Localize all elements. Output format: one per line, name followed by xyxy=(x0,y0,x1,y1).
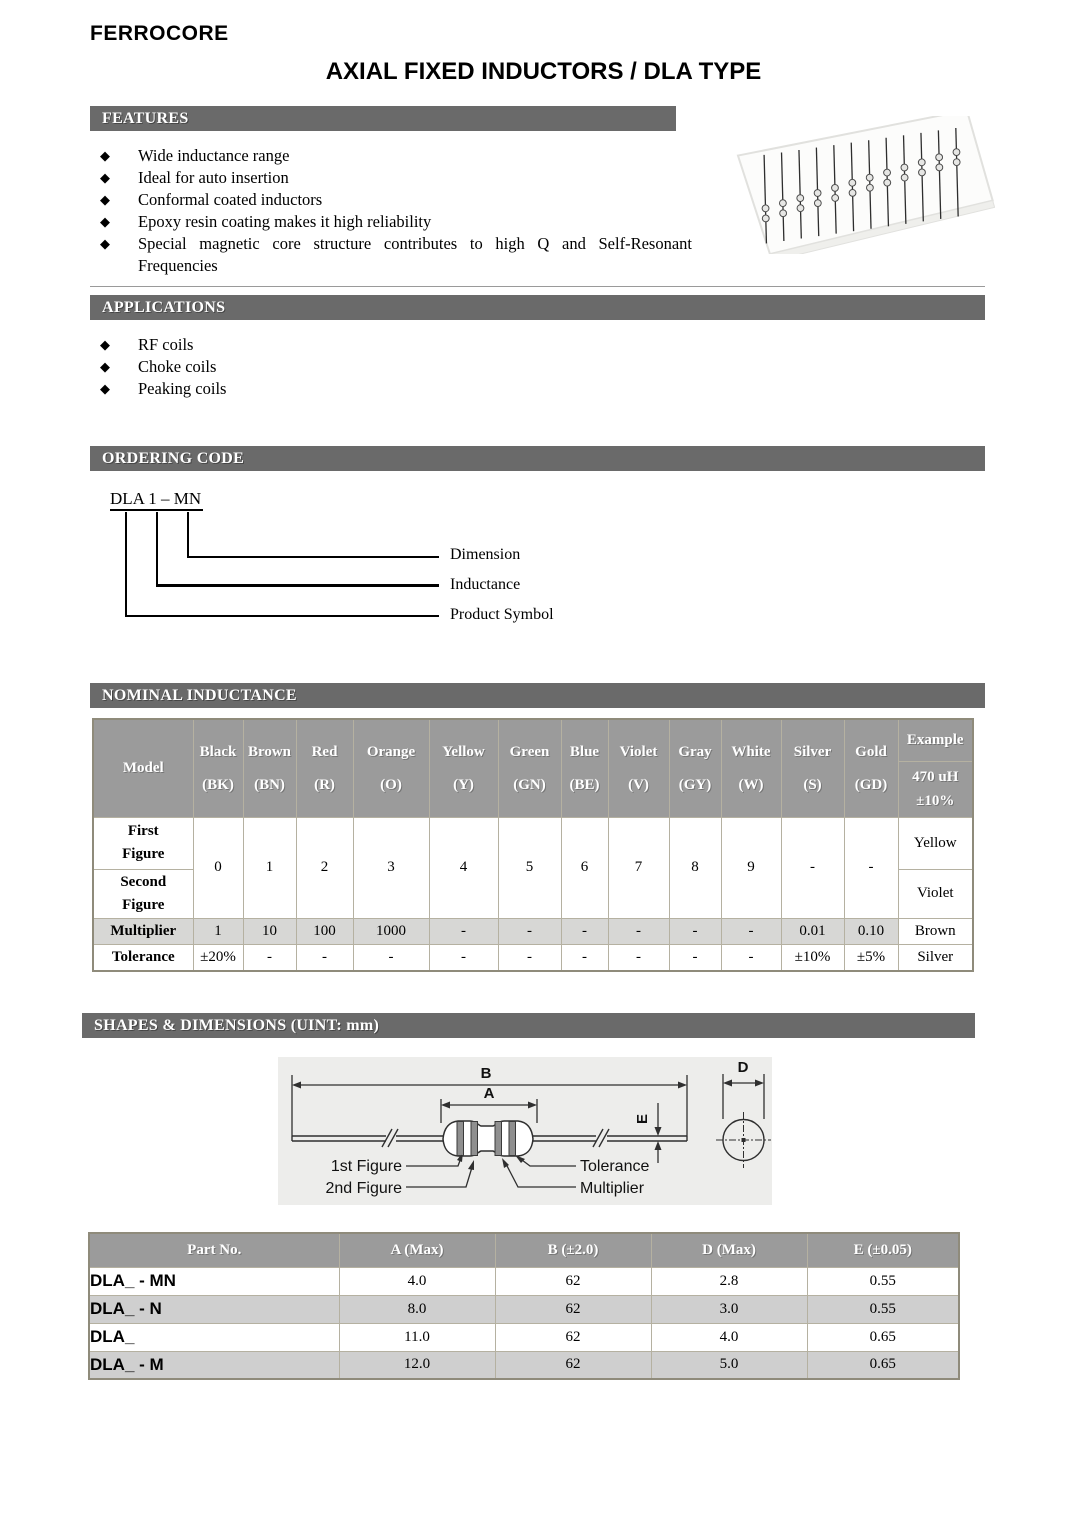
feature-text: Wide inductance range xyxy=(138,146,290,165)
figure-cell: 4 xyxy=(429,817,498,918)
value-a: 11.0 xyxy=(339,1323,495,1351)
application-text: Peaking coils xyxy=(138,379,227,398)
figure-cell: 1 xyxy=(243,817,296,918)
section-header-shapes-dimensions: SHAPES & DIMENSIONS (UINT: mm) xyxy=(82,1013,975,1038)
diamond-bullet-icon: ◆ xyxy=(100,359,110,374)
section-header-nominal-inductance: NOMINAL INDUCTANCE xyxy=(90,683,985,708)
column-header-color: Red (R) xyxy=(296,719,353,817)
feature-text: Ideal for auto insertion xyxy=(138,168,289,187)
section-header-ordering-code: ORDERING CODE xyxy=(90,446,985,471)
multiplier-cell: 10 xyxy=(243,918,296,944)
figure-cell: 7 xyxy=(608,817,669,918)
figure-cell: - xyxy=(844,817,898,918)
diamond-bullet-icon: ◆ xyxy=(100,170,110,185)
tolerance-cell: - xyxy=(561,944,608,971)
value-b: 62 xyxy=(495,1351,651,1379)
list-item xyxy=(98,356,498,378)
list-item xyxy=(98,233,692,277)
column-header-color: Blue (BE) xyxy=(561,719,608,817)
ordering-code-text: DLA 1 – MN xyxy=(110,489,203,509)
figure-cell: 9 xyxy=(721,817,781,918)
part-number: DLA_ xyxy=(89,1323,339,1351)
value-e: 0.65 xyxy=(807,1351,959,1379)
column-header-color: Silver (S) xyxy=(781,719,844,817)
page-title: AXIAL FIXED INDUCTORS / DLA TYPE xyxy=(325,58,762,85)
section-header-features: FEATURES xyxy=(90,106,676,131)
value-a: 4.0 xyxy=(339,1267,495,1295)
dimension-diagram xyxy=(278,1057,772,1205)
tolerance-cell: - xyxy=(296,944,353,971)
part-number: DLA_ - MN xyxy=(89,1267,339,1295)
column-header-color: Gold (GD) xyxy=(844,719,898,817)
diamond-bullet-icon: ◆ xyxy=(100,337,110,352)
value-b: 62 xyxy=(495,1267,651,1295)
list-item xyxy=(98,145,692,167)
applications-list xyxy=(98,334,498,400)
column-header-part-no: Part No. xyxy=(89,1233,339,1267)
band-label-first-figure: 1st Figure xyxy=(330,1158,402,1175)
ordering-label-product-symbol: Product Symbol xyxy=(450,606,554,623)
tolerance-cell: - xyxy=(243,944,296,971)
multiplier-cell: 1 xyxy=(193,918,243,944)
list-item xyxy=(98,167,692,189)
example-value-cell: 470 uH ±10% xyxy=(898,761,973,817)
figure-cell: 2 xyxy=(296,817,353,918)
dim-label-b: B xyxy=(480,1065,492,1082)
multiplier-cell: - xyxy=(429,918,498,944)
section-header-applications: APPLICATIONS xyxy=(90,295,985,320)
diamond-bullet-icon: ◆ xyxy=(100,192,110,207)
application-text: Choke coils xyxy=(138,357,217,376)
tolerance-cell: ±10% xyxy=(781,944,844,971)
tolerance-cell: ±20% xyxy=(193,944,243,971)
dimensions-table xyxy=(88,1232,960,1380)
row-label-first-figure: First Figure xyxy=(93,817,193,869)
value-e: 0.55 xyxy=(807,1295,959,1323)
example-second-figure: Violet xyxy=(898,869,973,918)
value-b: 62 xyxy=(495,1295,651,1323)
figure-cell: 0 xyxy=(193,817,243,918)
column-header-color: Gray (GY) xyxy=(669,719,721,817)
diamond-bullet-icon: ◆ xyxy=(100,381,110,396)
band-label-second-figure: 2nd Figure xyxy=(325,1180,402,1197)
multiplier-cell: - xyxy=(669,918,721,944)
list-item xyxy=(98,211,692,233)
multiplier-cell: 0.01 xyxy=(781,918,844,944)
tolerance-cell: - xyxy=(429,944,498,971)
figure-cell: 3 xyxy=(353,817,429,918)
column-header-d-max: D (Max) xyxy=(651,1233,807,1267)
value-d: 3.0 xyxy=(651,1295,807,1323)
multiplier-cell: 0.10 xyxy=(844,918,898,944)
band-label-multiplier: Multiplier xyxy=(580,1180,645,1197)
connector-line-product-symbol xyxy=(125,512,439,617)
list-item xyxy=(98,334,498,356)
band-label-tolerance: Tolerance xyxy=(580,1158,650,1175)
inductor-tape-graphic xyxy=(736,116,995,254)
diamond-bullet-icon: ◆ xyxy=(100,148,110,163)
multiplier-cell: 100 xyxy=(296,918,353,944)
figure-cell: 5 xyxy=(498,817,561,918)
multiplier-cell: - xyxy=(498,918,561,944)
features-list xyxy=(98,145,692,277)
ordering-label-dimension: Dimension xyxy=(450,546,521,563)
example-first-figure: Yellow xyxy=(898,817,973,869)
column-header-model: Model xyxy=(93,719,193,817)
section-divider xyxy=(90,286,985,287)
dim-label-e: E xyxy=(634,1113,651,1125)
value-d: 4.0 xyxy=(651,1323,807,1351)
column-header-color: Violet (V) xyxy=(608,719,669,817)
tolerance-cell: - xyxy=(608,944,669,971)
column-header-color: Orange (O) xyxy=(353,719,429,817)
value-d: 2.8 xyxy=(651,1267,807,1295)
column-header-e: E (±0.05) xyxy=(807,1233,959,1267)
column-header-b: B (±2.0) xyxy=(495,1233,651,1267)
diamond-bullet-icon: ◆ xyxy=(100,236,110,251)
feature-text: Epoxy resin coating makes it high reliability xyxy=(138,212,432,231)
feature-text: Conformal coated inductors xyxy=(138,190,323,209)
multiplier-cell: - xyxy=(721,918,781,944)
value-b: 62 xyxy=(495,1323,651,1351)
part-number: DLA_ - N xyxy=(89,1295,339,1323)
value-a: 12.0 xyxy=(339,1351,495,1379)
feature-text: Special magnetic core structure contributes to high Q and Self-Resonant Frequencies xyxy=(138,234,692,275)
value-a: 8.0 xyxy=(339,1295,495,1323)
diamond-bullet-icon: ◆ xyxy=(100,214,110,229)
row-label-second-figure: Second Figure xyxy=(93,869,193,918)
column-header-color: Brown (BN) xyxy=(243,719,296,817)
column-header-color: White (W) xyxy=(721,719,781,817)
tolerance-cell: - xyxy=(721,944,781,971)
list-item xyxy=(98,378,498,400)
multiplier-cell: 1000 xyxy=(353,918,429,944)
example-tolerance: Silver xyxy=(898,944,973,971)
row-label-tolerance: Tolerance xyxy=(93,944,193,971)
column-header-color: Green (GN) xyxy=(498,719,561,817)
ordering-label-inductance: Inductance xyxy=(450,576,521,593)
product-photo xyxy=(733,116,995,254)
tolerance-cell: ±5% xyxy=(844,944,898,971)
dim-label-a: A xyxy=(483,1085,495,1102)
value-d: 5.0 xyxy=(651,1351,807,1379)
application-text: RF coils xyxy=(138,335,194,354)
tolerance-cell: - xyxy=(353,944,429,971)
tolerance-cell: - xyxy=(669,944,721,971)
nominal-inductance-table xyxy=(92,718,974,972)
list-item xyxy=(98,189,692,211)
column-header-color: Yellow (Y) xyxy=(429,719,498,817)
column-header-example: Example xyxy=(898,719,973,761)
brand-logo: FERROCORE xyxy=(90,22,229,45)
value-e: 0.65 xyxy=(807,1323,959,1351)
value-e: 0.55 xyxy=(807,1267,959,1295)
column-header-color: Black (BK) xyxy=(193,719,243,817)
figure-cell: 8 xyxy=(669,817,721,918)
example-multiplier: Brown xyxy=(898,918,973,944)
dim-label-d: D xyxy=(737,1059,749,1076)
multiplier-cell: - xyxy=(608,918,669,944)
figure-cell: - xyxy=(781,817,844,918)
multiplier-cell: - xyxy=(561,918,608,944)
tolerance-cell: - xyxy=(498,944,561,971)
figure-cell: 6 xyxy=(561,817,608,918)
part-number: DLA_ - M xyxy=(89,1351,339,1379)
column-header-a-max: A (Max) xyxy=(339,1233,495,1267)
row-label-multiplier: Multiplier xyxy=(93,918,193,944)
